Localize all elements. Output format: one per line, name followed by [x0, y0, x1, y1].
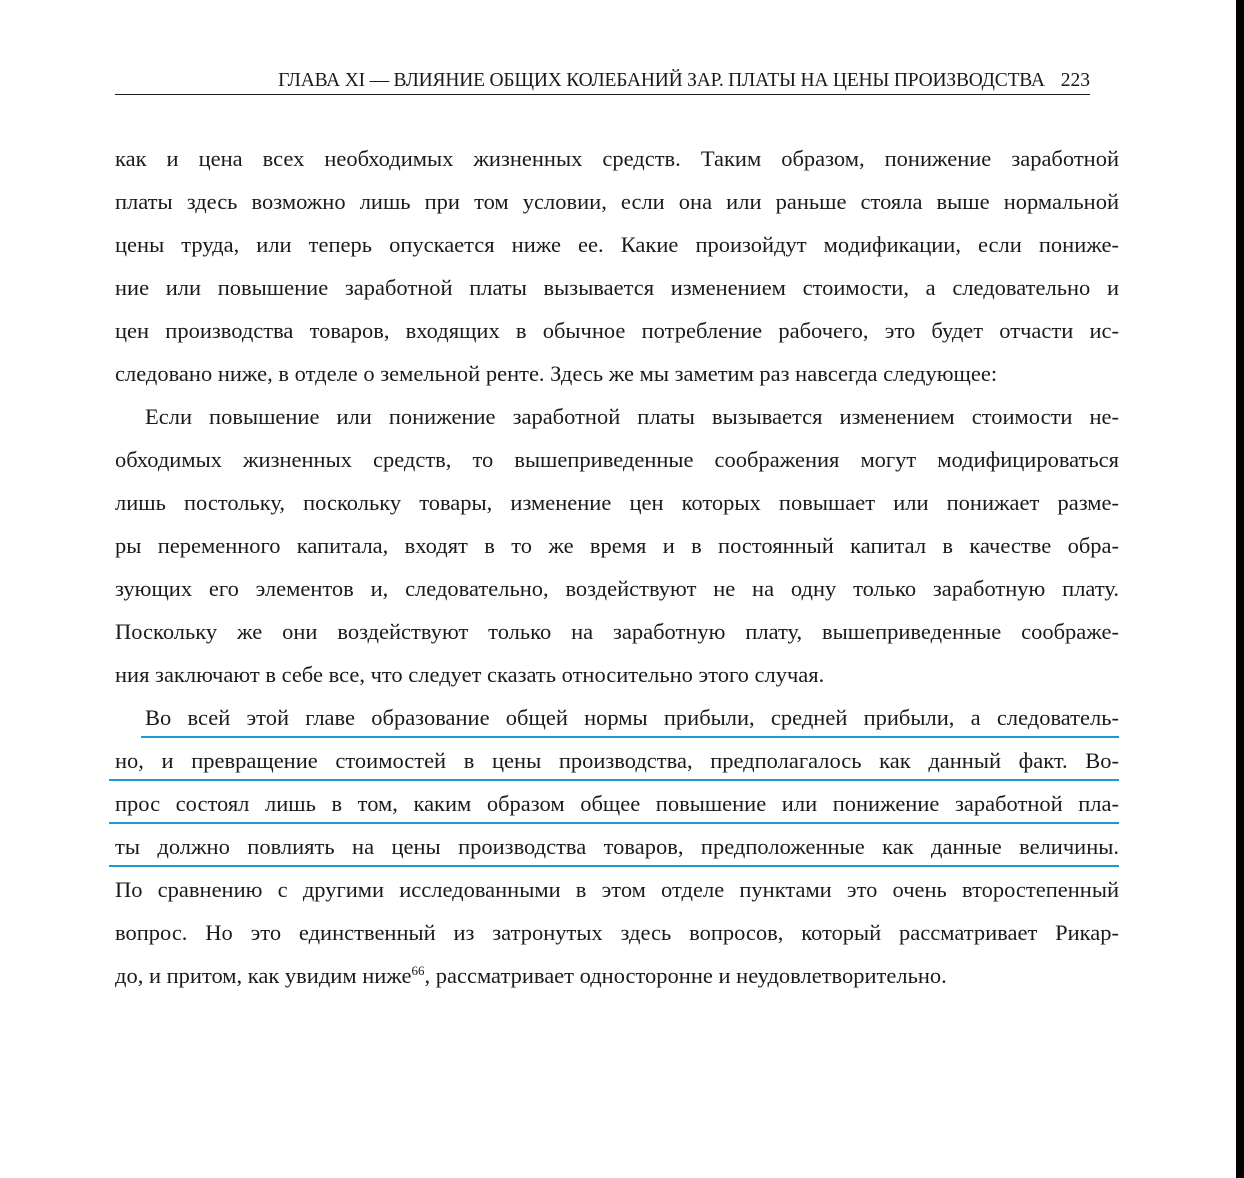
footnote-reference[interactable]: 66	[411, 963, 425, 978]
running-header	[115, 68, 1090, 95]
text-line: ние или повышение заработной платы вызывается изменением стоимости, а следовательно и	[115, 275, 1119, 300]
body-text	[115, 137, 1119, 997]
chapter-title: ГЛАВА XI — ВЛИЯНИЕ ОБЩИХ КОЛЕБАНИЙ ЗАР. ПЛАТЫ НА ЦЕНЫ ПРОИЗВОДСТВА	[278, 70, 1045, 91]
highlighted-text-line: прос состоял лишь в том, каким образом общее повышение или понижение заработной пла-	[115, 782, 1119, 825]
text-line: зующих его элементов и, следовательно, воздействуют не на одну только заработную плату.	[115, 576, 1119, 601]
paragraph-2	[115, 395, 1119, 696]
text-line: цен производства товаров, входящих в обычное потребление рабочего, это будет отчасти ис-	[115, 318, 1119, 343]
paragraph-1	[115, 137, 1119, 395]
text-line: лишь постольку, поскольку товары, изменение цен которых повышает или понижает разме-	[115, 490, 1119, 515]
page-edge	[1236, 0, 1244, 1178]
text-segment: , рассматривает односторонне и неудовлетворительно.	[424, 963, 947, 988]
paragraph-3	[115, 696, 1119, 997]
text-line: цены труда, или теперь опускается ниже ее. Какие произойдут модификации, если пониже-	[115, 232, 1119, 257]
text-segment: до, и притом, как увидим ниже	[115, 963, 412, 988]
page-number: 223	[1060, 70, 1090, 91]
text-line: По сравнению с другими исследованными в этом отделе пунктами это очень второстепенный	[115, 877, 1119, 902]
text-line: ния заключают в себе все, что следует сказать относительно этого случая.	[115, 662, 825, 687]
highlighted-text-line: но, и превращение стоимостей в цены производства, предполагалось как данный факт. Во-	[115, 739, 1119, 782]
highlighted-text-line: Во всей этой главе образование общей нормы прибыли, средней прибыли, а следователь-	[115, 696, 1119, 739]
text-line: обходимых жизненных средств, то вышеприведенные соображения могут модифицироваться	[115, 447, 1119, 472]
text-line: следовано ниже, в отделе о земельной ренте. Здесь же мы заметим раз навсегда следующее:	[115, 361, 998, 386]
text-line: как и цена всех необходимых жизненных средств. Таким образом, понижение заработной	[115, 146, 1119, 171]
text-line: платы здесь возможно лишь при том условии, если она или раньше стояла выше нормальной	[115, 189, 1119, 214]
text-line: Если повышение или понижение заработной платы вызывается изменением стоимости не-	[145, 404, 1119, 429]
highlighted-text-line: ты должно повлиять на цены производства товаров, предположенные как данные величины.	[115, 825, 1119, 868]
text-line: Поскольку же они воздействуют только на заработную плату, вышеприведенные соображе-	[115, 619, 1119, 644]
text-line-with-footnote	[115, 954, 1119, 997]
text-line: ры переменного капитала, входят в то же время и в постоянный капитал в качестве обра-	[115, 533, 1119, 558]
text-line: вопрос. Но это единственный из затронутых здесь вопросов, который рассматривает Рикар-	[115, 920, 1119, 945]
